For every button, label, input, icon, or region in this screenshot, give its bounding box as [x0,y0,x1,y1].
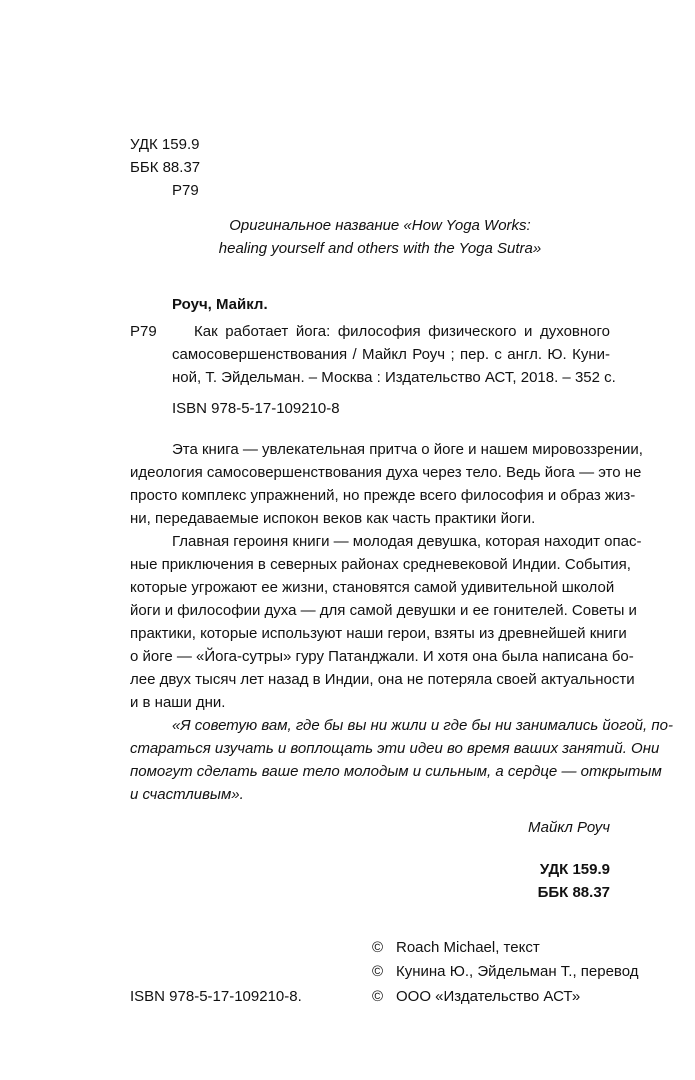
annotation-line: Эта книга — увлекательная притча о йоге и нашем мировоззрении, [172,441,643,458]
annotation-line: просто комплекс упражнений, но прежде всего философия и образ жиз- [130,487,636,504]
quote-signature: Майкл Роуч [527,819,610,836]
copyright-line: Roach Michael, текст [396,939,540,956]
bbk-code-bold: ББК 88.37 [537,884,610,901]
annotation-line: йоги и философии духа — для самой девушки и ее гонителей. Советы и [130,602,637,619]
original-title-line-2: healing yourself and others with the Yoga Sutra» [218,240,542,257]
copyright-symbol: © [372,963,384,980]
copyright-line: ООО «Издательство АСТ» [396,988,581,1005]
footer-isbn: ISBN 978-5-17-109210-8. [130,988,302,1005]
bbk-code: ББК 88.37 [130,159,201,176]
quote-line: и счастливым». [130,786,244,803]
copyright-symbol: © [372,988,384,1005]
annotation-line: о йоге — «Йога-сутры» гуру Патанджали. И хотя она была написана бо- [130,648,634,665]
annotation-line: ни, передаваемые испокон веков как часть практики йоги. [130,510,536,527]
catalog-line: ной, Т. Эйдельман. – Москва : Издательство АСТ, 2018. – 352 с. [172,369,616,386]
annotation-line: ные приключения в северных районах средневековой Индии. События, [130,556,631,573]
annotation-line: Главная героиня книги — молодая девушка, которая находит опас- [172,533,642,550]
udk-code: УДК 159.9 [130,136,200,153]
copyright-line: Кунина Ю., Эйдельман Т., перевод [396,963,639,980]
catalog-author: Роуч, Майкл. [172,296,268,313]
annotation-line: идеология самосовершенствования духа через тело. Ведь йога — это не [130,464,642,481]
udk-code-bold: УДК 159.9 [539,861,610,878]
quote-line: «Я советую вам, где бы вы ни жили и где бы ни занимались йогой, по- [172,717,673,734]
original-title-line-1: Оригинальное название «How Yoga Works: [229,217,531,234]
catalog-isbn: ISBN 978-5-17-109210-8 [172,400,340,417]
annotation-line: и в наши дни. [130,694,226,711]
catalog-line: самосовершенствования / Майкл Роуч ; пер. с англ. Ю. Куни- [172,346,610,363]
copyright-symbol: © [372,939,384,956]
annotation-line: которые угрожают ее жизни, становятся самой удивительной школой [130,579,615,596]
quote-line: помогут сделать ваше тело молодым и сильным, а сердце — открытым [130,763,662,780]
quote-line: стараться изучать и воплощать эти идеи во время ваших занятий. Они [130,740,660,757]
annotation-line: практики, которые используют наши герои, взяты из древнейшей книги [130,625,627,642]
catalog-line: Как работает йога: философия физического и духовного [194,323,610,340]
author-sign: Р79 [172,182,199,199]
catalog-sign: Р79 [130,323,157,340]
annotation-line: лее двух тысяч лет назад в Индии, она не потеряла своей актуальности [130,671,635,688]
